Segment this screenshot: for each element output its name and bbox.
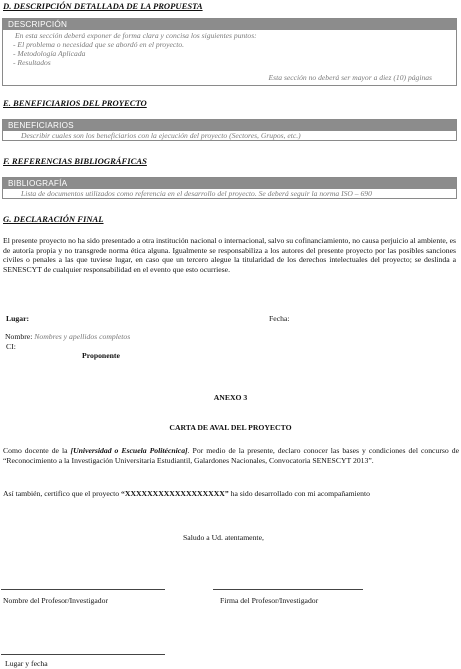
right-signature-line xyxy=(213,589,363,590)
place-date-label: Lugar y fecha xyxy=(5,659,48,668)
beneficiaries-line: Describir cuales son los beneficiarios con la ejecución del proyecto (Sectores, Grupos, etc.) xyxy=(21,131,301,140)
left-signature-line xyxy=(1,589,165,590)
annex-paragraph-1: Como docente de la [Universidad o Escuela Politécnica]. Por medio de la presente, declaro conocer las bases y condiciones del concurso de “Reconocimiento a la Investigación Universitaria Estudiantil, Galardones Nacionales, Convocatoria SENESCYT 2013”. xyxy=(3,446,459,465)
description-note: Esta sección no deberá ser mayor a diez (10) páginas xyxy=(268,73,432,82)
beneficiaries-box-title: BENEFICIARIOS xyxy=(3,120,456,131)
nombre-label: Nombre: xyxy=(5,332,33,341)
fecha-label: Fecha: xyxy=(269,314,290,323)
annex-subtitle: CARTA DE AVAL DEL PROYECTO xyxy=(169,423,292,432)
beneficiaries-box xyxy=(2,119,457,141)
annex-paragraph-2: Así también, certifico que el proyecto “XXXXXXXXXXXXXXXXXX” ha sido desarrollado con mi acompañamiento xyxy=(3,489,370,498)
bibliography-line: Lista de documentos utilizados como referencia en el desarrollo del proyecto. Se deberá seguir la norma ISO – 690 xyxy=(21,189,372,198)
section-e-heading: E. BENEFICIARIOS DEL PROYECTO xyxy=(3,98,147,108)
bibliography-box xyxy=(2,177,457,199)
professor-signature-label: Firma del Profesor/Investigador xyxy=(220,596,319,605)
proponente-label: Proponente xyxy=(82,351,120,360)
description-line-4: - Resultados xyxy=(13,58,51,67)
bibliography-box-title: BIBLIOGRAFÍA xyxy=(3,178,456,189)
saludo-text: Saludo a Ud. atentamente, xyxy=(183,533,264,542)
lugar-label: Lugar: xyxy=(6,314,30,323)
ci-label: CI: xyxy=(6,342,16,351)
section-f-heading: F. REFERENCIAS BIBLIOGRÁFICAS xyxy=(3,156,147,166)
final-declaration-paragraph: El presente proyecto no ha sido presentado a otra institución nacional o internacional, salvo su cofinanciamiento, no causa perjuicio al ambiente, es de autoría propia y no transgrede norma ética alguna. Igualmente se responsabiliza a los autores del presente proyecto por las posibles sanciones civiles o penales a las que tuviese lugar, en caso que un tercero alegue la titularidad de los derechos intelectuales del proyecto; se deslinda a SENESCYT de cualquier responsabilidad en el evento que esto ocurriese. xyxy=(3,236,456,274)
nombre-placeholder: Nombres y apellidos completos xyxy=(34,332,131,341)
description-line-2: - El problema o necesidad que se abordó en el proyecto. xyxy=(13,40,185,49)
section-g-heading: G. DECLARACIÓN FINAL xyxy=(3,214,104,224)
professor-name-label: Nombre del Profesor/Investigador xyxy=(3,596,109,605)
description-box-title: DESCRIPCIÓN xyxy=(3,19,456,30)
place-date-line xyxy=(1,654,165,655)
section-d-heading: D. DESCRIPCIÓN DETALLADA DE LA PROPUESTA xyxy=(3,1,203,11)
institution-placeholder: [Universidad o Escuela Politécnica] xyxy=(70,446,188,455)
nombre-row xyxy=(5,332,130,341)
description-box xyxy=(2,18,457,86)
project-name-placeholder: “XXXXXXXXXXXXXXXXXX” xyxy=(121,489,229,498)
description-line-3: - Metodología Aplicada xyxy=(13,49,86,58)
description-line-1: En esta sección deberá exponer de forma clara y concisa los siguientes puntos: xyxy=(15,31,257,40)
annex-title: ANEXO 3 xyxy=(213,393,248,402)
